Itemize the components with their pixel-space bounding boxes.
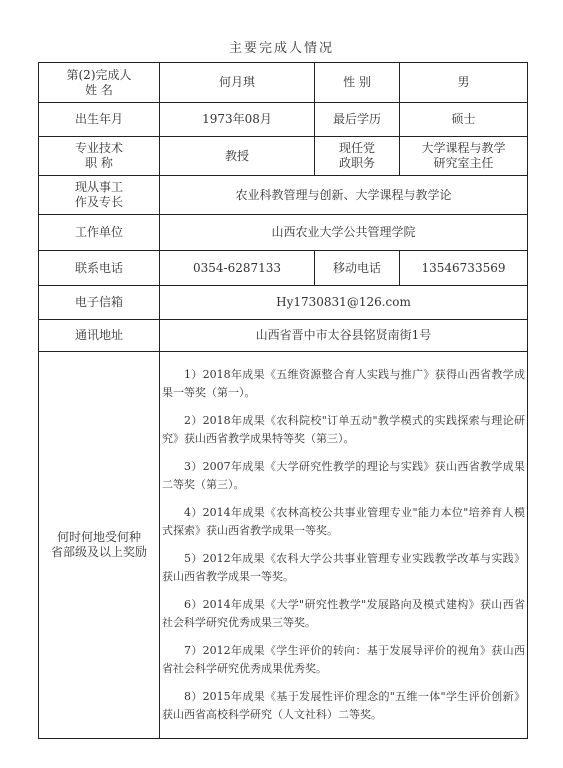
birth-value: 1973年08月 [160, 103, 315, 137]
row-name [39, 63, 528, 103]
email-value: Hy1730831@126.com [160, 286, 528, 320]
row-phone [39, 251, 528, 286]
address-value: 山西省晋中市太谷县铭贤南街1号 [160, 320, 528, 352]
gender-value: 男 [400, 63, 528, 103]
awards-list [160, 352, 528, 739]
degree-label: 最后学历 [315, 103, 400, 137]
duty-label: 现任党 政职务 [315, 137, 400, 176]
award-item: 5）2012年成果《农科大学公共事业管理专业实践教学改革与实践》获山西省教学成果一等奖。 [162, 552, 525, 583]
row-expertise [39, 176, 528, 215]
phone-label: 联系电话 [39, 251, 160, 286]
page-title: 主要完成人情况 [228, 41, 334, 56]
award-item: 1）2018年成果《五维资源整合育人实践与推广》获得山西省教学成果一等奖（第一）。 [162, 368, 525, 399]
name-value: 何月琪 [160, 63, 315, 103]
award-item: 2）2018年成果《农科院校"订单五动"教学模式的实践探索与理论研究》获山西省教学成果特等奖（第三）。 [162, 414, 525, 445]
row-birth [39, 103, 528, 137]
award-item: 6）2014年成果《大学"研究性教学"发展路向及模式建构》获山西省社会科学研究优秀成果三等奖。 [162, 598, 525, 629]
gender-label: 性 别 [315, 63, 400, 103]
row-title [39, 137, 528, 176]
row-awards [39, 352, 528, 739]
birth-label: 出生年月 [39, 103, 160, 137]
address-label: 通讯地址 [39, 320, 160, 352]
duty-value: 大学课程与教学 研究室主任 [400, 137, 528, 176]
expertise-value: 农业科教管理与创新、大学课程与教学论 [160, 176, 528, 215]
name-label: 第(2)完成人 姓 名 [39, 63, 160, 103]
row-address [39, 320, 528, 352]
email-label: 电子信箱 [39, 286, 160, 320]
award-item: 4）2014年成果《农林高校公共事业管理专业"能力本位"培养育人模式探索》获山西省教学成果一等奖。 [162, 506, 525, 537]
title-label: 专业技术 职 称 [39, 137, 160, 176]
workplace-label: 工作单位 [39, 215, 160, 251]
workplace-value: 山西农业大学公共管理学院 [160, 215, 528, 251]
award-item: 3）2007年成果《大学研究性教学的理论与实践》获山西省教学成果二等奖（第三）。 [162, 460, 525, 491]
degree-value: 硕士 [400, 103, 528, 137]
mobile-value: 13546733569 [400, 251, 528, 286]
row-workplace [39, 215, 528, 251]
personnel-info-table [38, 62, 528, 739]
row-email [39, 286, 528, 320]
title-value: 教授 [160, 137, 315, 176]
award-item: 8）2015年成果《基于发展性评价理念的"五维一体"学生评价创新》获山西省高校科学研究（人文社科）二等奖。 [162, 690, 525, 721]
expertise-label: 现从事工 作及专长 [39, 176, 160, 215]
phone-value: 0354-6287133 [160, 251, 315, 286]
awards-label: 何时何地受何种 省部级及以上奖励 [39, 352, 160, 739]
mobile-label: 移动电话 [315, 251, 400, 286]
award-item: 7）2012年成果《学生评价的转向：基于发展导评价的视角》获山西省社会科学研究优秀成果优秀奖。 [162, 644, 525, 675]
